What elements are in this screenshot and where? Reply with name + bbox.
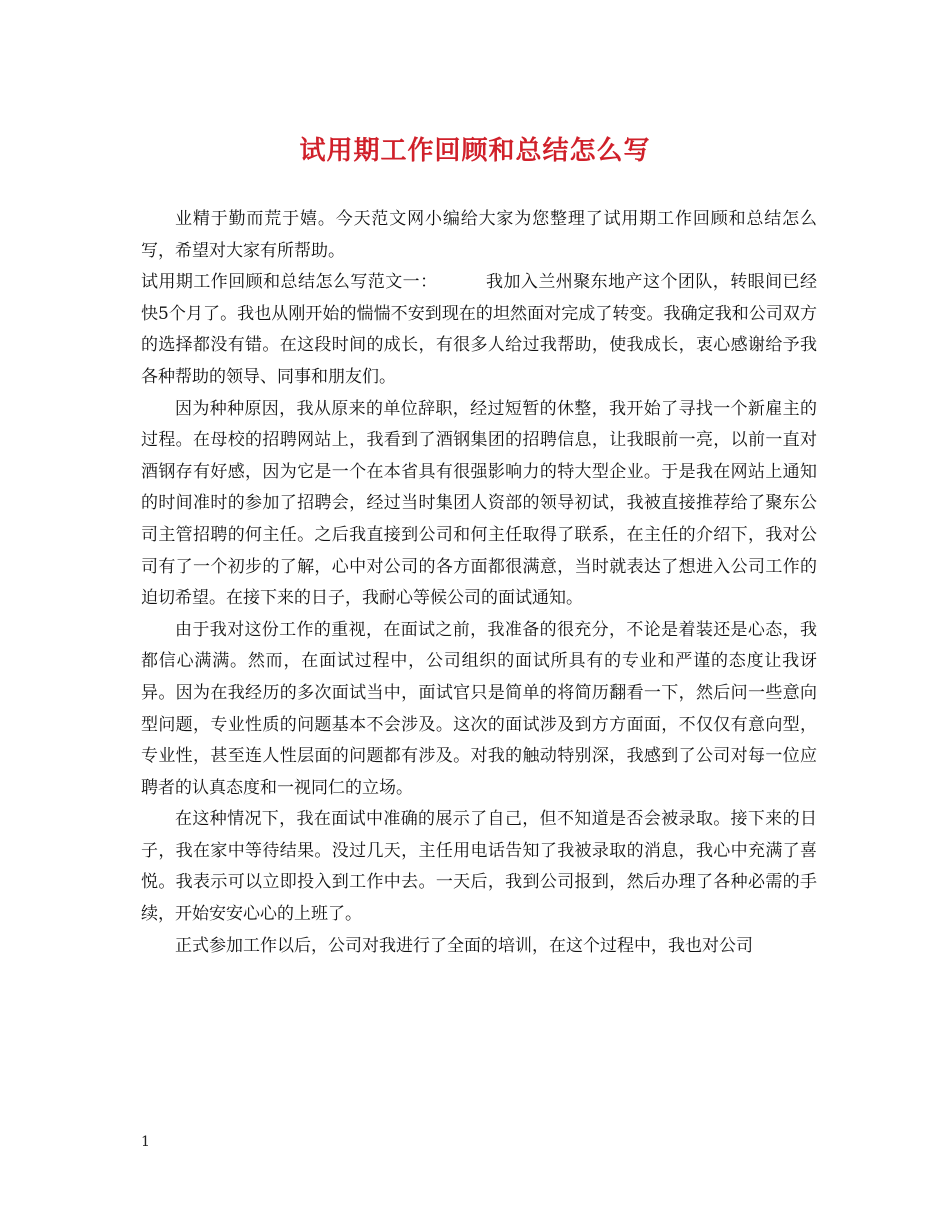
body-paragraph-3: 在这种情况下，我在面试中准确的展示了自己，但不知道是否会被录取。接下来的日子，我在家中等待结果。没过几天，主任用电话告知了我被录取的消息，我心中充满了喜悦。我表示可以立即投入到工作中去。一天后，我到公司报到，然后办理了各种必需的手续，开始安安心心的上班了。: [141, 809, 817, 925]
sample-heading: 试用期工作回顾和总结怎么写范文一：: [141, 272, 438, 293]
sample-first-paragraph: 我加入兰州聚东地产这个团队，转眼间已经快5个月了。我也从刚开始的惴惴不安到现在的坦然面对完成了转变。我确定我和公司双方的选择都没有错。在这段时间的成长，有很多人给过我帮助，使我成长，衷心感谢给予我各种帮助的领导、同事和朋友们。: [141, 272, 818, 387]
intro-paragraph: 业精于勤而荒于嬉。今天范文网小编给大家为您整理了试用期工作回顾和总结怎么写，希望对大家有所帮助。: [141, 209, 817, 261]
page-number: 1: [141, 1134, 150, 1150]
sample-paragraph: [141, 267, 817, 393]
body-paragraph-1: 因为种种原因，我从原来的单位辞职，经过短暂的休整，我开始了寻找一个新雇主的过程。在母校的招聘网站上，我看到了酒钢集团的招聘信息，让我眼前一亮，以前一直对酒钢存有好感，因为它是一个在本省具有很强影响力的特大型企业。于是我在网站上通知的时间准时的参加了招聘会，经过当时集团人资部的领导初试，我被直接推荐给了聚东公司主管招聘的何主任。之后我直接到公司和何主任取得了联系，在主任的介绍下，我对公司有了一个初步的了解，心中对公司的各方面都很满意，当时就表达了想进入公司工作的迫切希望。在接下来的日子，我耐心等候公司的面试通知。: [141, 398, 817, 609]
body-paragraph-2: 由于我对这份工作的重视，在面试之前，我准备的很充分，不论是着装还是心态，我都信心满满。然而，在面试过程中，公司组织的面试所具有的专业和严谨的态度让我讶异。因为在我经历的多次面试当中，面试官只是简单的将简历翻看一下，然后问一些意向型问题，专业性质的问题基本不会涉及。这次的面试涉及到方方面面，不仅仅有意向型，专业性，甚至连人性层面的问题都有涉及。对我的触动特别深，我感到了公司对每一位应聘者的认真态度和一视同仁的立场。: [141, 619, 817, 798]
body-paragraph-4: 正式参加工作以后，公司对我进行了全面的培训，在这个过程中，我也对公司: [175, 935, 753, 956]
document-title: 试用期工作回顾和总结怎么写: [299, 136, 651, 166]
document-body: [141, 204, 817, 962]
